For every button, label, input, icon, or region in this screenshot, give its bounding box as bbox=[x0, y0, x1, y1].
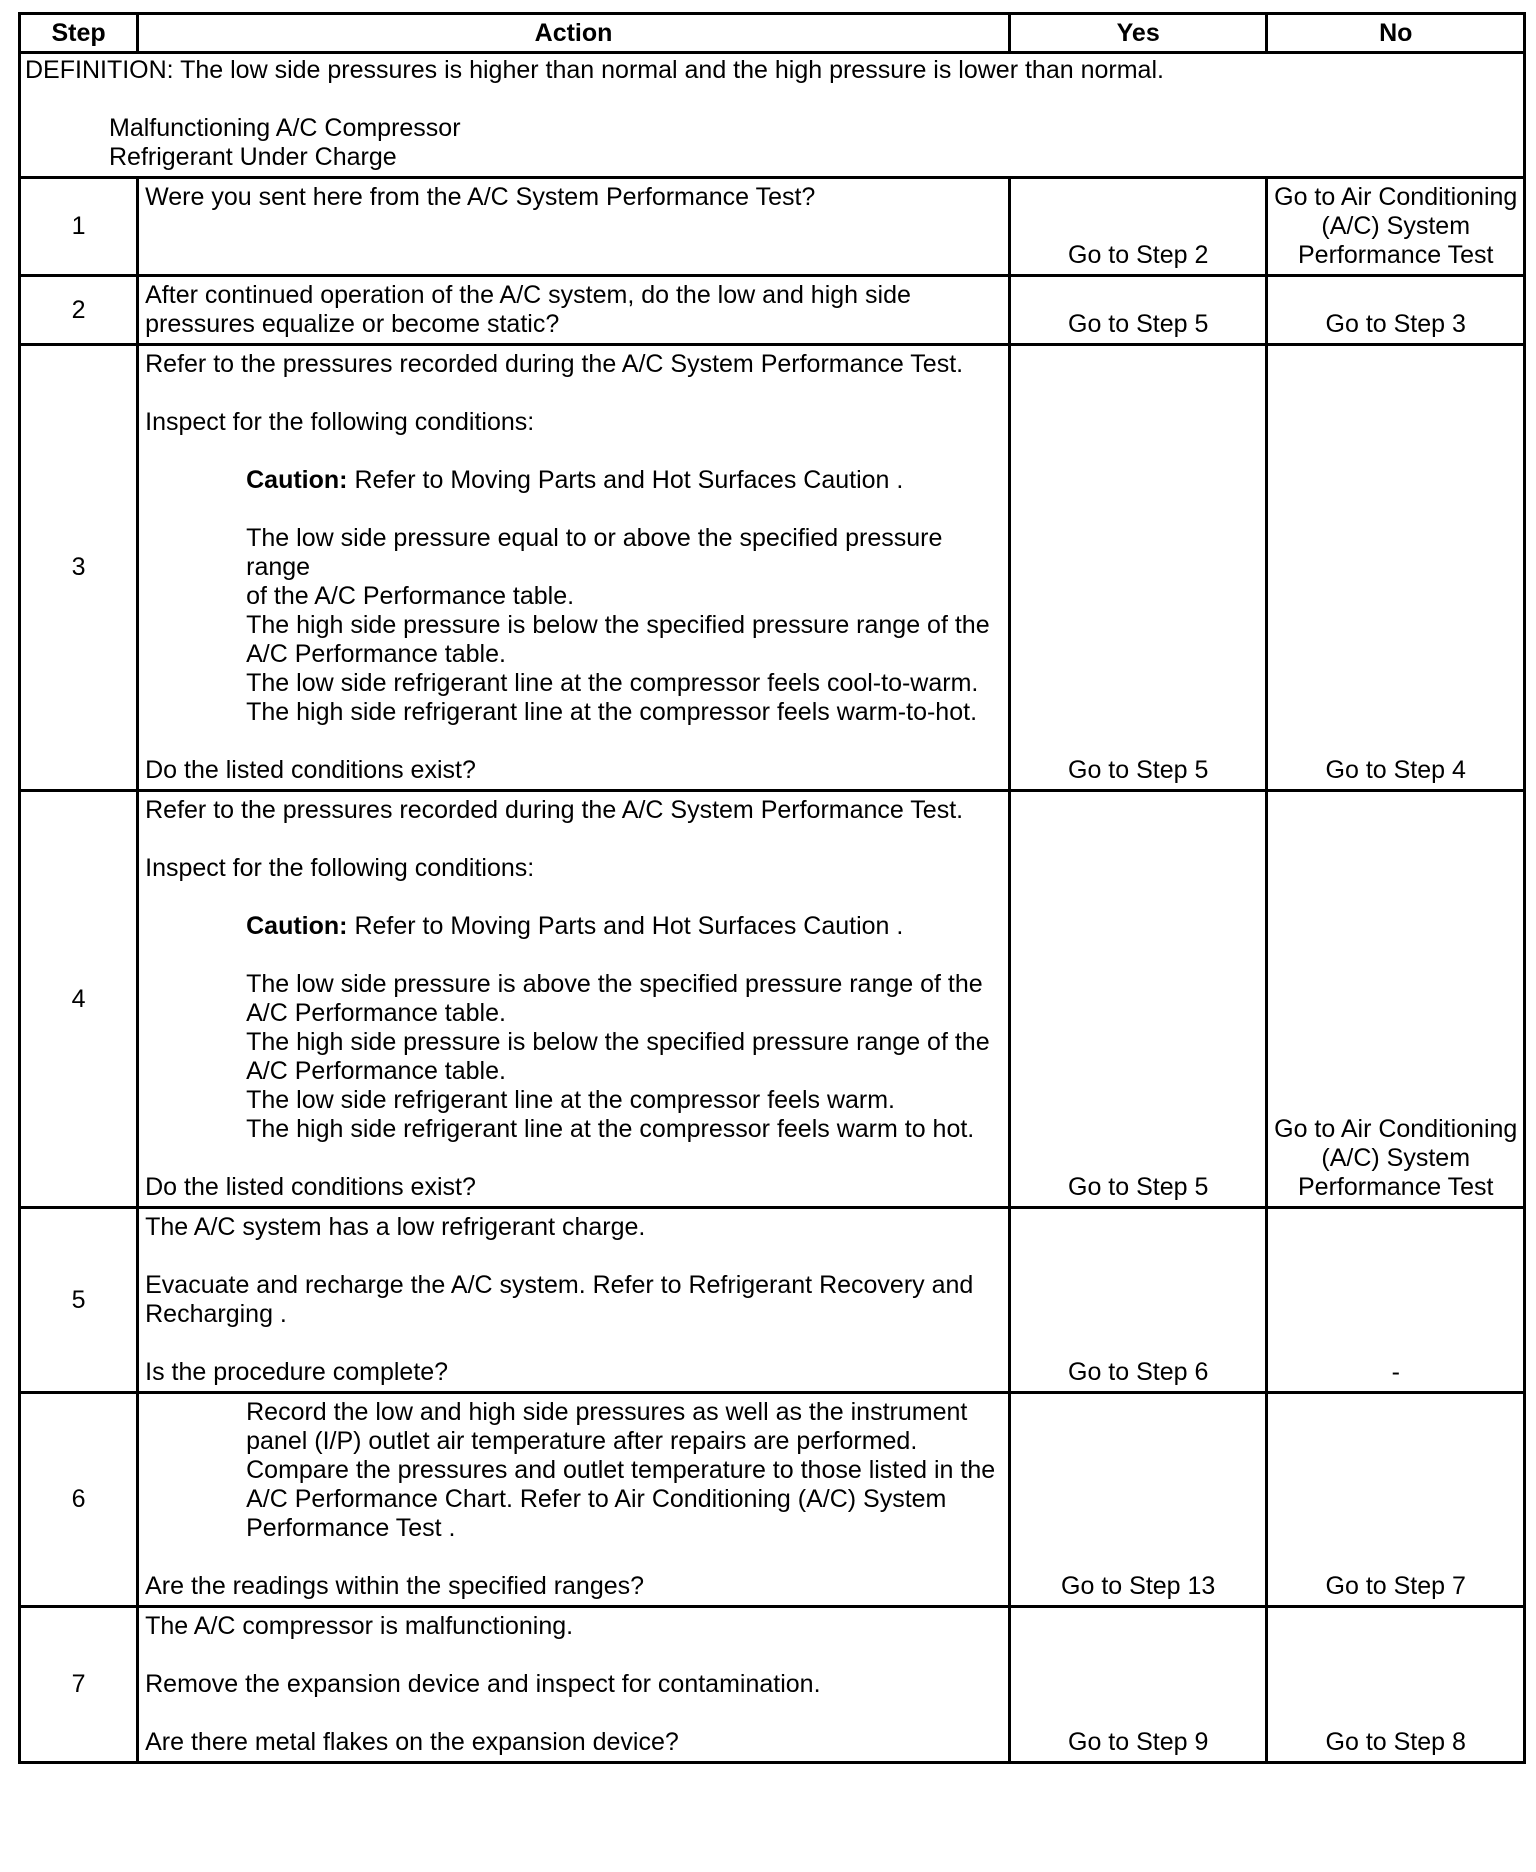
action-line: panel (I/P) outlet air temperature after repairs are performed. bbox=[246, 1427, 918, 1455]
step-no: Go to Step 3 bbox=[1267, 276, 1525, 345]
action-line: pressures equalize or become static? bbox=[145, 310, 560, 338]
step-action bbox=[138, 791, 1010, 1208]
step-number: 4 bbox=[20, 791, 138, 1208]
action-line: Remove the expansion device and inspect for contamination. bbox=[145, 1670, 821, 1698]
step-action bbox=[138, 276, 1010, 345]
step-action bbox=[138, 345, 1010, 791]
condition-line: The low side pressure is above the specified pressure range of the bbox=[246, 970, 983, 998]
step-number: 3 bbox=[20, 345, 138, 791]
step-yes: Go to Step 9 bbox=[1009, 1607, 1267, 1763]
action-line: A/C Performance Chart. Refer to Air Conditioning (A/C) System bbox=[246, 1485, 947, 1513]
action-inspect: Inspect for the following conditions: bbox=[145, 408, 535, 436]
action-line: Record the low and high side pressures as well as the instrument bbox=[246, 1398, 968, 1426]
step-yes: Go to Step 13 bbox=[1009, 1393, 1267, 1607]
action-question: Are the readings within the specified ranges? bbox=[145, 1572, 645, 1600]
condition-line: The high side refrigerant line at the compressor feels warm to hot. bbox=[246, 1115, 975, 1143]
no-line: Go to Air Conditioning bbox=[1274, 183, 1518, 211]
condition-line: The low side refrigerant line at the compressor feels cool-to-warm. bbox=[246, 669, 979, 697]
header-yes: Yes bbox=[1009, 14, 1267, 53]
condition-line: of the A/C Performance table. bbox=[246, 582, 575, 610]
condition-line: A/C Performance table. bbox=[246, 640, 506, 668]
caution-label: Caution: bbox=[246, 912, 348, 940]
caution-text: Refer to Moving Parts and Hot Surfaces Caution . bbox=[347, 466, 904, 494]
diagnostic-table bbox=[18, 12, 1526, 1764]
action-line: The A/C compressor is malfunctioning. bbox=[145, 1612, 574, 1640]
action-question: Do the listed conditions exist? bbox=[145, 756, 476, 784]
action-line: After continued operation of the A/C system, do the low and high side bbox=[145, 281, 911, 309]
condition-line: The low side refrigerant line at the compressor feels warm. bbox=[246, 1086, 896, 1114]
no-line: Performance Test bbox=[1297, 1173, 1494, 1201]
step-no bbox=[1267, 791, 1525, 1208]
condition-line: The low side pressure equal to or above the specified pressure range bbox=[246, 524, 943, 581]
condition-line: The high side pressure is below the specified pressure range of the bbox=[246, 611, 990, 639]
caution-line bbox=[145, 466, 1002, 495]
step-number: 2 bbox=[20, 276, 138, 345]
caution-line bbox=[145, 912, 1002, 941]
step-number: 7 bbox=[20, 1607, 138, 1763]
step-yes: Go to Step 2 bbox=[1009, 178, 1267, 276]
action-inspect: Inspect for the following conditions: bbox=[145, 854, 535, 882]
diagnostic-table-sheet bbox=[18, 12, 1526, 1764]
step-action bbox=[138, 1393, 1010, 1607]
condition-line: The high side refrigerant line at the compressor feels warm-to-hot. bbox=[246, 698, 978, 726]
action-question: Is the procedure complete? bbox=[145, 1358, 449, 1386]
condition-line: The high side pressure is below the specified pressure range of the bbox=[246, 1028, 990, 1056]
no-line: Go to Air Conditioning bbox=[1274, 1115, 1518, 1143]
action-intro: Refer to the pressures recorded during the A/C System Performance Test. bbox=[145, 796, 964, 824]
no-line: (A/C) System bbox=[1321, 1144, 1471, 1172]
action-line: The A/C system has a low refrigerant charge. bbox=[145, 1213, 646, 1241]
action-line: Evacuate and recharge the A/C system. Refer to Refrigerant Recovery and bbox=[145, 1271, 974, 1299]
no-line: (A/C) System bbox=[1321, 212, 1471, 240]
step-row-4 bbox=[20, 791, 1525, 1208]
step-no: Go to Step 8 bbox=[1267, 1607, 1525, 1763]
step-yes: Go to Step 5 bbox=[1009, 276, 1267, 345]
step-no: Go to Step 4 bbox=[1267, 345, 1525, 791]
action-question: Are there metal flakes on the expansion device? bbox=[145, 1728, 679, 1756]
definition-cause: Refrigerant Under Charge bbox=[109, 143, 397, 171]
step-action bbox=[138, 1607, 1010, 1763]
no-line: Performance Test bbox=[1297, 241, 1494, 269]
definition-row bbox=[20, 53, 1525, 178]
header-step: Step bbox=[20, 14, 138, 53]
definition-text: DEFINITION: The low side pressures is higher than normal and the high pressure is lower than normal. bbox=[25, 56, 1164, 84]
step-no: Go to Step 7 bbox=[1267, 1393, 1525, 1607]
action-line: Performance Test . bbox=[246, 1514, 456, 1542]
header-no: No bbox=[1267, 14, 1525, 53]
header-row bbox=[20, 14, 1525, 53]
caution-text: Refer to Moving Parts and Hot Surfaces Caution . bbox=[347, 912, 904, 940]
action-line: Recharging . bbox=[145, 1300, 287, 1328]
condition-line: A/C Performance table. bbox=[246, 999, 506, 1027]
definition-cause: Malfunctioning A/C Compressor bbox=[109, 114, 461, 142]
step-row-6 bbox=[20, 1393, 1525, 1607]
step-yes: Go to Step 6 bbox=[1009, 1208, 1267, 1393]
step-row-5 bbox=[20, 1208, 1525, 1393]
definition-cell bbox=[20, 53, 1525, 178]
step-row-1 bbox=[20, 178, 1525, 276]
step-action bbox=[138, 1208, 1010, 1393]
step-number: 5 bbox=[20, 1208, 138, 1393]
step-yes: Go to Step 5 bbox=[1009, 791, 1267, 1208]
step-no: - bbox=[1267, 1208, 1525, 1393]
step-number: 1 bbox=[20, 178, 138, 276]
condition-line: A/C Performance table. bbox=[246, 1057, 506, 1085]
action-intro: Refer to the pressures recorded during the A/C System Performance Test. bbox=[145, 350, 964, 378]
action-line: Compare the pressures and outlet temperature to those listed in the bbox=[246, 1456, 996, 1484]
step-yes: Go to Step 5 bbox=[1009, 345, 1267, 791]
step-action bbox=[138, 178, 1010, 276]
step-no bbox=[1267, 178, 1525, 276]
action-question: Do the listed conditions exist? bbox=[145, 1173, 476, 1201]
step-number: 6 bbox=[20, 1393, 138, 1607]
header-action: Action bbox=[138, 14, 1010, 53]
step-row-2 bbox=[20, 276, 1525, 345]
caution-label: Caution: bbox=[246, 466, 348, 494]
step-row-3 bbox=[20, 345, 1525, 791]
step-row-7 bbox=[20, 1607, 1525, 1763]
action-line: Were you sent here from the A/C System Performance Test? bbox=[145, 183, 816, 211]
